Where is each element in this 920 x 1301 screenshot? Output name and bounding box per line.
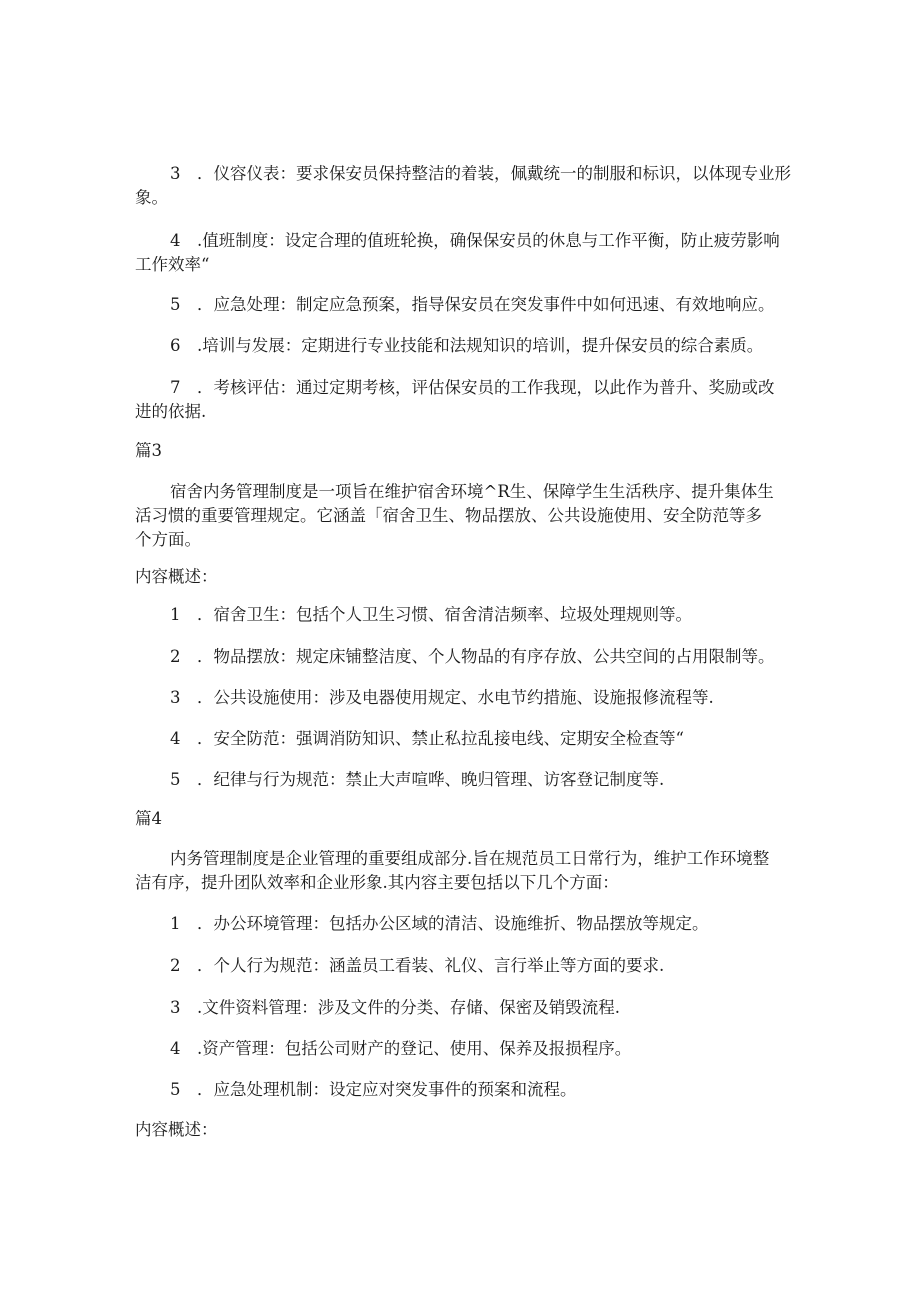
list-item: 5 ．应急处理机制：设定应对突发事件的预案和流程。 — [170, 1080, 577, 1099]
list-item-line: 4 .值班制度：设定合理的值班轮换，确保保安员的休息与工作平衡，防止疲劳影响 — [170, 231, 780, 250]
list-item-line: 6 .培训与发展：定期进行专业技能和法规知识的培训，提升保安员的综合素质。 — [170, 336, 764, 355]
paragraph-line: 活习惯的重要管理规定。它涵盖「宿舍卫生、物品摆放、公共设施使用、安全防范等多 — [135, 506, 762, 525]
list-item: 3 ．公共设施使用：涉及电器使用规定、水电节约措施、设施报修流程等. — [170, 688, 714, 707]
list-item: 2 ．个人行为规范：涵盖员工看装、礼仪、言行举止等方面的要求. — [170, 956, 665, 975]
paragraph-line: 内务管理制度是企业管理的重要组成部分.旨在规范员工日常行为，维护工作环境整 — [170, 849, 770, 868]
list-item — [170, 334, 763, 358]
list-item-line: 3 ．仪容仪表：要求保安员保持整洁的着装，佩戴统一的制服和标识，以体现专业形 — [170, 164, 791, 183]
list-item: 2 ．物品摆放：规定床铺整洁度、个人物品的有序存放、公共空间的占用限制等。 — [170, 647, 775, 666]
list-item-line: 5 ．应急处理：制定应急预案，指导保安员在突发事件中如何迅速、有效地响应。 — [170, 295, 775, 314]
list-item: 1 ．办公环境管理：包括办公区域的清洁、设施维折、物品摆放等规定。 — [170, 914, 709, 933]
list-item-line: 进的依据. — [135, 402, 207, 421]
list-item: 5 ．纪律与行为规范：禁止大声喧哗、晚归管理、访客登记制度等. — [170, 770, 665, 789]
paragraph-line: 个方面。 — [135, 530, 201, 549]
list-item: 3 .文件资料管理：涉及文件的分类、存储、保密及销毁流程. — [170, 998, 620, 1017]
section-heading: 篇3 — [135, 441, 162, 460]
list-item-line: 工作效率“ — [135, 255, 210, 274]
list-item-line: 象。 — [135, 188, 168, 207]
list-item — [170, 293, 775, 317]
paragraph-line: 宿舍内务管理制度是一项旨在维护宿舍环境^R生、保障学生生活秩序、提升集体生 — [170, 482, 774, 501]
section-intro-paragraph — [135, 480, 774, 552]
list-item: 4 ．安全防范：强调消防知识、禁止私拉乱接电线、定期安全检查等“ — [170, 729, 684, 748]
content-overview-label: 内容概述： — [135, 1120, 218, 1139]
list-item — [135, 376, 775, 424]
list-item — [135, 229, 780, 277]
section-heading: 篇4 — [135, 809, 162, 828]
list-item — [135, 162, 791, 210]
section-intro-paragraph — [135, 847, 769, 895]
content-overview-label: 内容概述： — [135, 567, 218, 586]
list-item: 1 ．宿舍卫生：包括个人卫生习惯、宿舍清洁频率、垃圾处理规则等。 — [170, 605, 692, 624]
list-item-line: 7 ．考核评估：通过定期考核，评估保安员的工作我现，以此作为普升、奖励或改 — [170, 378, 775, 397]
paragraph-line: 洁有序，提升团队效率和企业形象.其内容主要包括以下几个方面： — [135, 873, 619, 892]
list-item: 4 .资产管理：包括公司财产的登记、使用、保养及报损程序。 — [170, 1039, 632, 1058]
